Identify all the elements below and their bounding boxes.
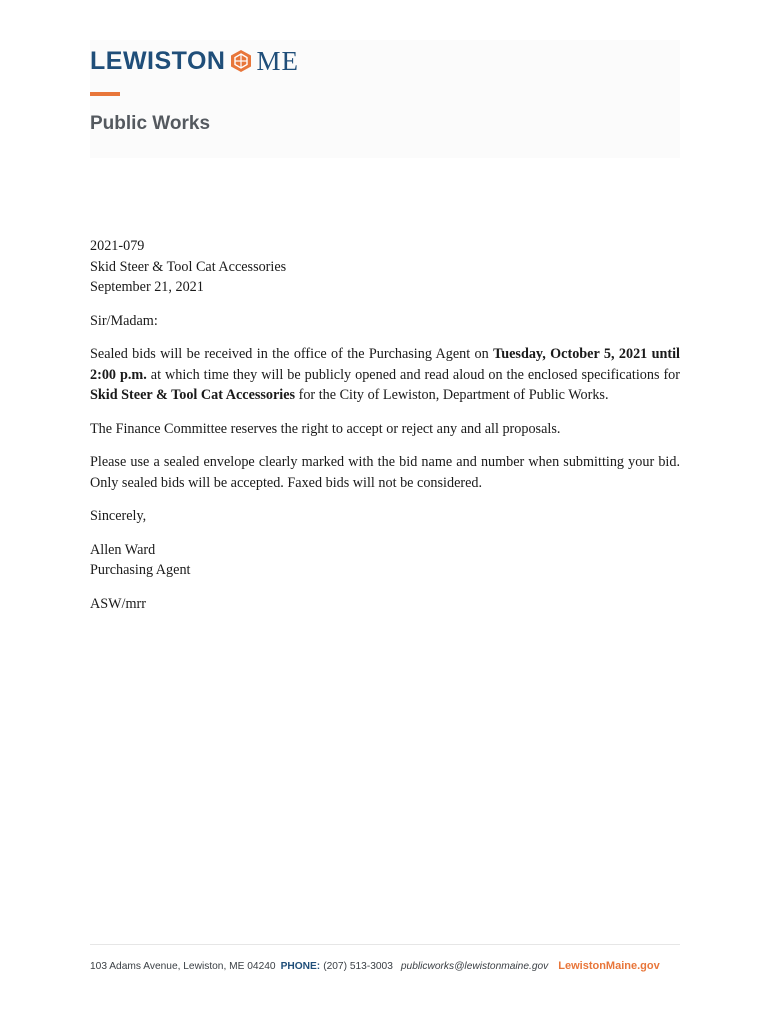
footer-phone-label: PHONE:	[280, 961, 321, 972]
committee-paragraph: The Finance Committee reserves the right to accept or reject any and all proposals.	[90, 420, 561, 437]
bid-text-1: Sealed bids will be received in the office of the Purchasing Agent on	[90, 346, 494, 362]
footer-phone[interactable]: (207) 513-3003	[323, 961, 393, 972]
footer	[90, 960, 682, 972]
envelope-paragraph: Please use a sealed envelope clearly marked with the bid name and number when submitting your bid. Only sealed bids will be accepted. Faxed bids will not be considered.	[90, 454, 680, 491]
bid-text-3: for the City of Lewiston, Department of Public Works.	[295, 387, 609, 403]
reference-number: 2021-079	[90, 238, 145, 254]
letter-date: September 21, 2021	[90, 279, 204, 295]
logo-word: LEWISTON	[90, 46, 226, 75]
bid-deadline: Tuesday, October 5, 2021 until 2:00 p.m.	[90, 346, 680, 383]
footer-email-link[interactable]: publicworks@lewistonmaine.gov	[400, 961, 549, 972]
accent-divider	[90, 92, 120, 96]
hexagon-shield-icon	[229, 49, 253, 73]
footer-divider	[90, 944, 680, 945]
letterhead	[90, 40, 680, 158]
department-title: Public Works	[90, 113, 211, 134]
logo-state: ME	[256, 45, 299, 76]
bid-paragraph	[90, 344, 680, 406]
typist-initials: ASW/mrr	[90, 595, 146, 612]
footer-address: 103 Adams Avenue, Lewiston, ME 04240	[90, 961, 276, 972]
salutation: Sir/Madam:	[90, 312, 158, 329]
footer-website-link[interactable]: LewistonMaine.gov	[558, 960, 660, 972]
signer-name: Allen Ward	[90, 541, 156, 558]
city-logo[interactable]	[90, 45, 299, 77]
bid-text-2: at which time they will be publicly opened and read aloud on the enclosed specifications for	[146, 366, 681, 383]
bid-item-name: Skid Steer & Tool Cat Accessories	[90, 387, 296, 403]
signer-title: Purchasing Agent	[90, 562, 191, 578]
letter-subject: Skid Steer & Tool Cat Accessories	[90, 258, 287, 275]
closing: Sincerely,	[90, 508, 147, 524]
letter-body	[90, 236, 680, 627]
